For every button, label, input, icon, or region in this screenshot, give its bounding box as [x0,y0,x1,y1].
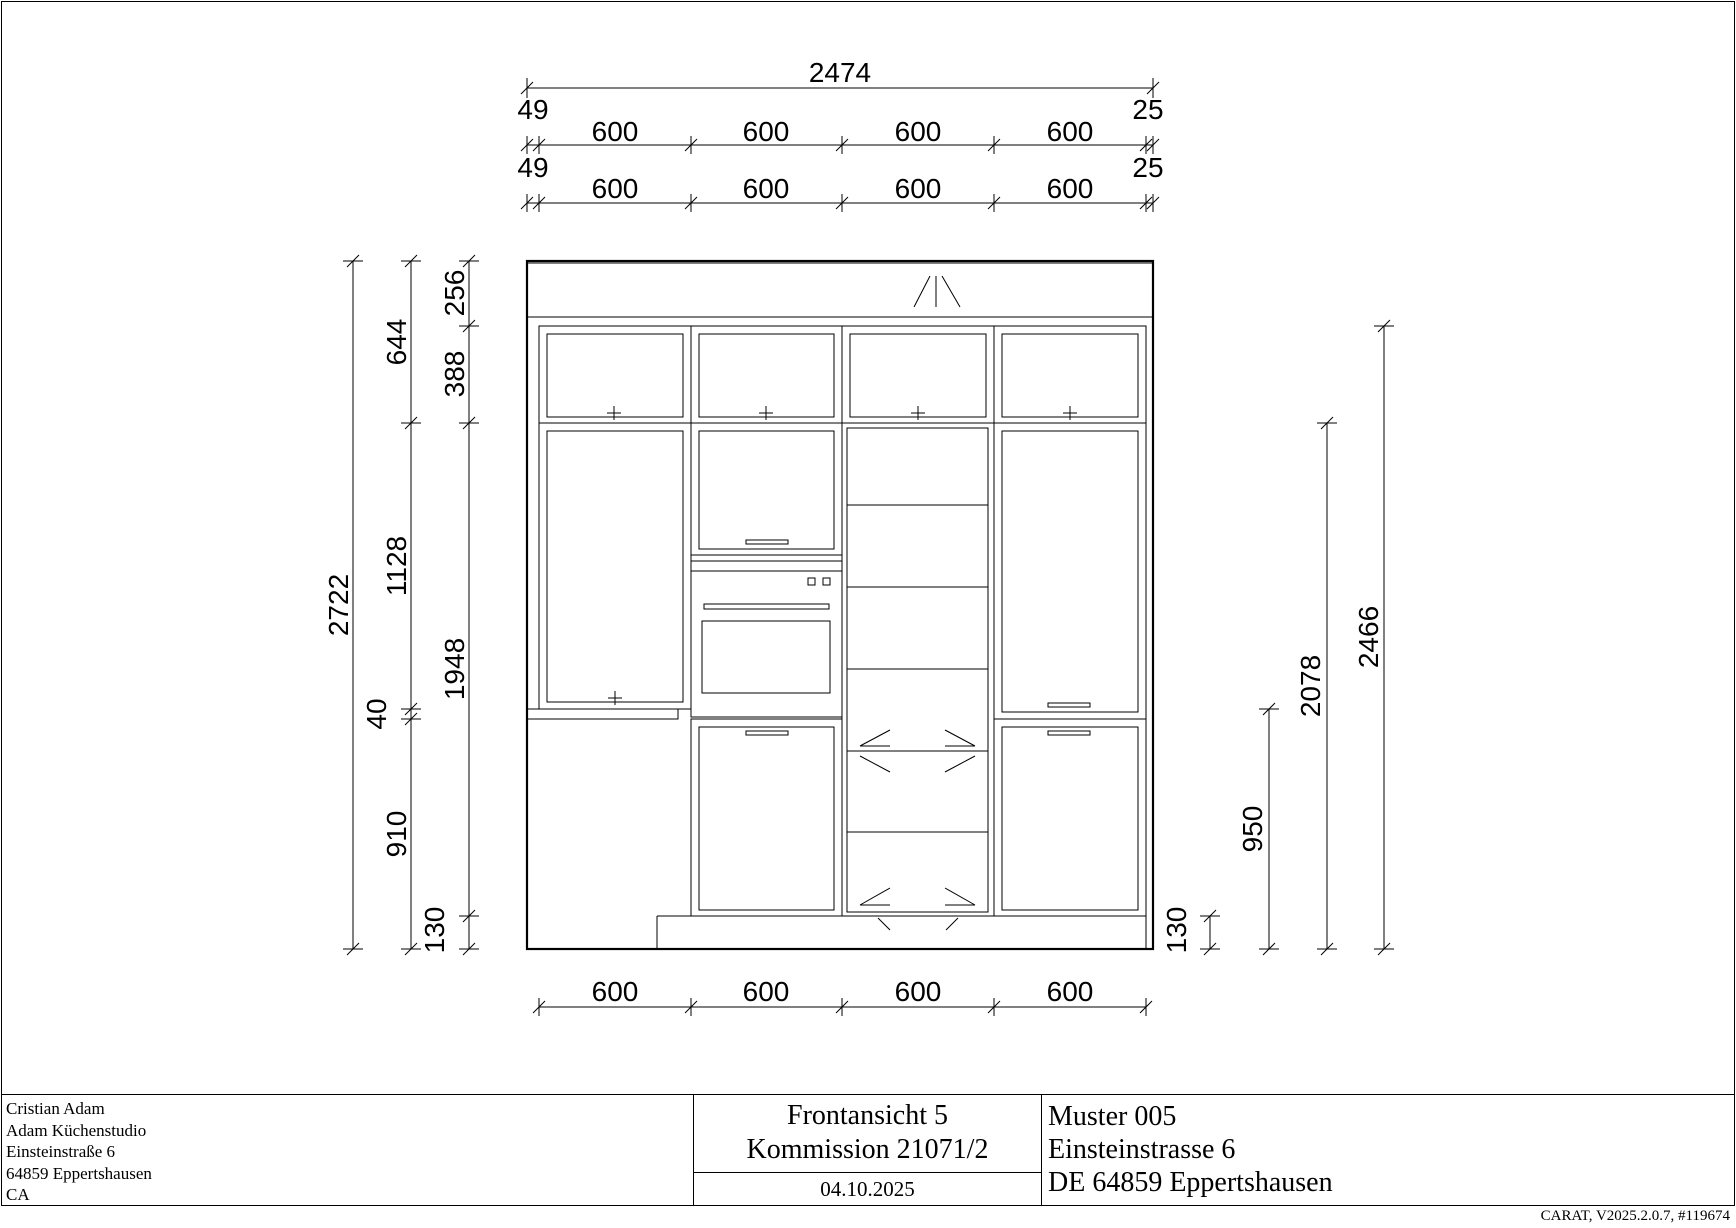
top-module-dimension-row-2 [517,152,1163,212]
project-city: DE 64859 Eppertshausen [1048,1167,1333,1198]
company-line-city: 64859 Eppertshausen [6,1163,152,1183]
dim-module-3: 600 [894,116,942,147]
right-dimension-2466 [1353,320,1394,955]
project-street: Einsteinstrasse 6 [1048,1134,1236,1165]
dim-total-width: 2474 [808,57,872,88]
view-title: Frontansicht 5 [787,1100,948,1131]
dim-bottom-module-4: 600 [1046,976,1094,1007]
drawing-date: 04.10.2025 [820,1177,915,1201]
column-1-tall-door [527,423,691,949]
dim-module-4b: 600 [1046,173,1094,204]
company-line-initials: CA [6,1185,30,1204]
dim-1128: 1128 [381,535,412,597]
column-3-shelf-unit [842,423,994,930]
dim-910: 910 [381,810,412,858]
dim-256: 256 [439,269,470,317]
dim-40: 40 [361,698,392,730]
left-inner-dimension [419,255,479,955]
right-dimension-2078 [1295,417,1337,955]
company-line-street: Einsteinstraße 6 [6,1142,116,1161]
cabinet-elevation [527,261,1153,949]
company-address-block [1,1095,694,1206]
glass-door-symbols [860,730,975,930]
dim-module-2: 600 [742,116,790,147]
dim-module-1: 600 [591,116,639,147]
company-line-studio: Adam Küchenstudio [6,1120,147,1140]
dim-offset-left: 49 [517,94,549,125]
dim-388: 388 [439,350,470,398]
dim-950: 950 [1237,805,1268,853]
top-module-dimension-row-1 [517,94,1163,154]
hood-vent-symbol [914,276,960,307]
dim-bottom-module-3: 600 [894,976,942,1007]
dim-2466: 2466 [1353,605,1384,669]
dim-bottom-module-1: 600 [591,976,639,1007]
dim-module-3b: 600 [894,173,942,204]
commission-number: Kommission 21071/2 [746,1134,989,1165]
dim-644: 644 [381,318,412,366]
drawing-info-block [694,1095,1042,1206]
bottom-module-dimension [533,976,1152,1016]
dim-130-left: 130 [419,906,450,954]
top-cabinet-row [539,326,1146,423]
company-line-name: Cristian Adam [6,1099,105,1118]
dim-offset-left-2: 49 [517,152,549,183]
project-address-block [1042,1095,1735,1206]
column-4-tall-door [994,423,1146,916]
oven [691,571,842,717]
dim-module-2b: 600 [742,173,790,204]
left-mid-dimension [361,255,421,955]
dim-module-4: 600 [1046,116,1094,147]
right-dimension-950 [1237,703,1279,955]
dim-130-right: 130 [1161,906,1192,954]
dim-total-height: 2722 [323,573,354,637]
project-name: Muster 005 [1048,1101,1177,1132]
dim-2078: 2078 [1295,654,1326,718]
title-block [1,1094,1735,1206]
left-outer-dimension [323,255,363,955]
dim-offset-right: 25 [1132,94,1164,125]
software-version-note: CARAT, V2025.2.0.7, #119674 [1540,1208,1730,1224]
dim-offset-right-2: 25 [1132,152,1164,183]
wall-outline [527,261,1153,949]
dim-1948: 1948 [439,637,470,701]
dim-module-1b: 600 [591,173,639,204]
top-overall-dimension [521,57,1159,98]
column-2-oven-unit [691,423,842,916]
right-plinth-dimension [1161,907,1220,955]
dim-bottom-module-2: 600 [742,976,790,1007]
